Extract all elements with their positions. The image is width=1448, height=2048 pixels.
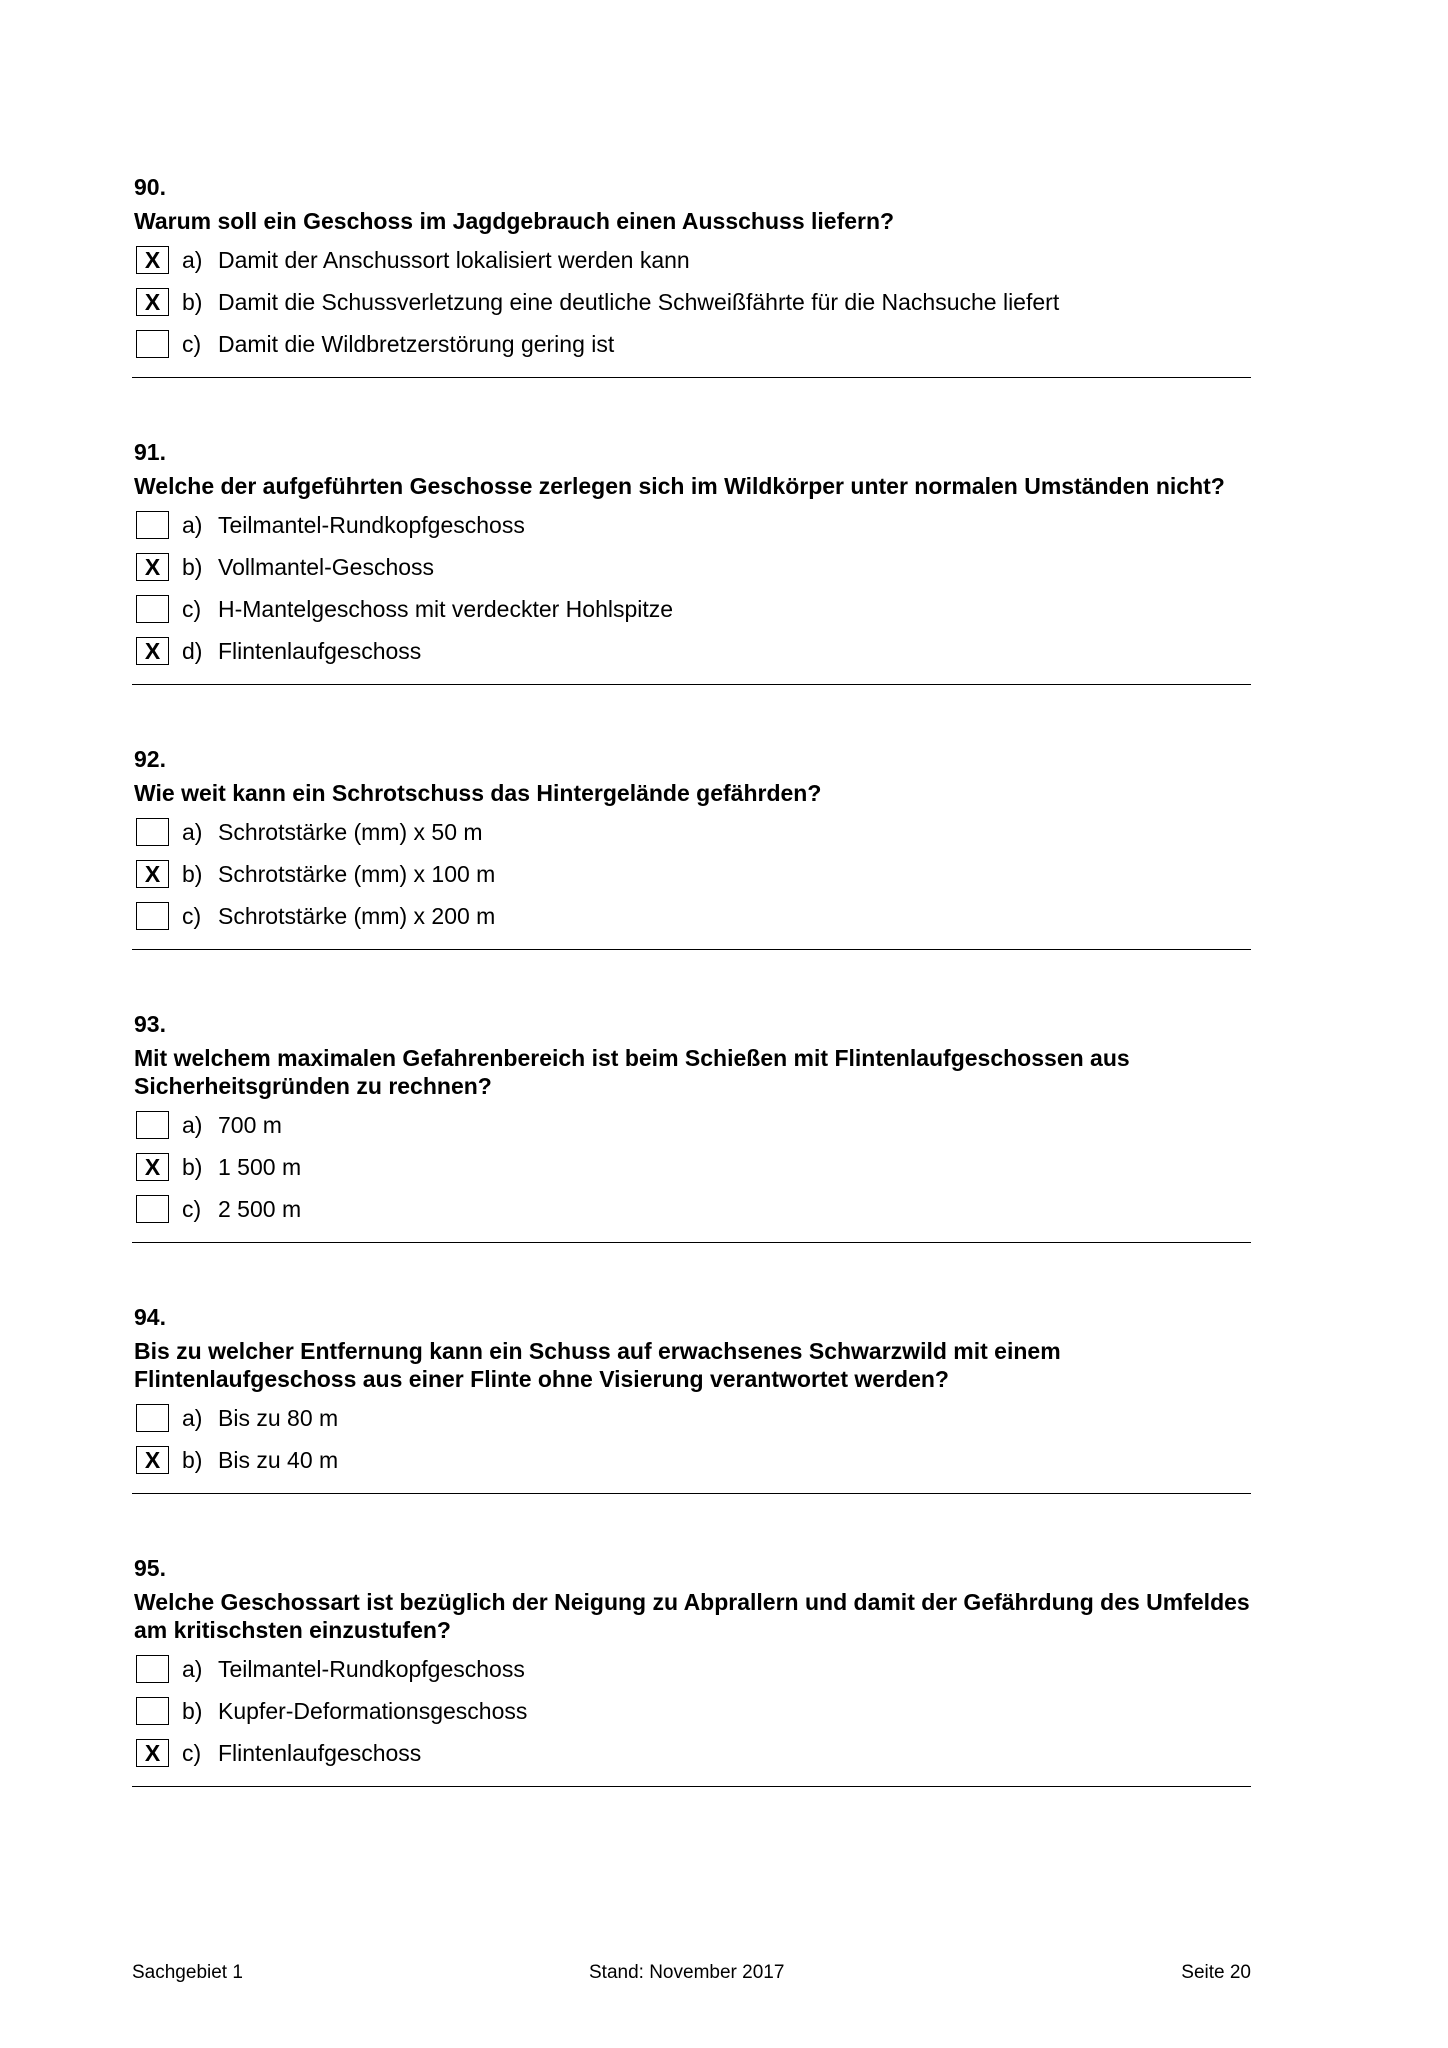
answer-option [132, 1732, 1251, 1774]
answer-text: 2 500 m [218, 1195, 302, 1222]
answer-option [132, 1146, 1251, 1188]
checked-checkbox[interactable]: X [136, 860, 169, 888]
footer-page-number: Seite 20 [1181, 1962, 1251, 1983]
answer-letter: c) [182, 1195, 202, 1222]
answer-option [132, 1439, 1251, 1481]
question-number: 93. [134, 1011, 166, 1037]
empty-checkbox[interactable] [136, 1655, 169, 1683]
answer-text: Schrotstärke (mm) x 50 m [218, 818, 483, 845]
footer-date: Stand: November 2017 [589, 1962, 785, 1983]
answer-text: Damit der Anschussort lokalisiert werden kann [218, 246, 690, 273]
answer-option [132, 1188, 1251, 1230]
checked-checkbox[interactable]: X [136, 1153, 169, 1181]
answer-option [132, 323, 1251, 365]
answer-option [132, 1690, 1251, 1732]
checked-checkbox[interactable]: X [136, 246, 169, 274]
answer-text: Bis zu 80 m [218, 1404, 339, 1431]
answer-text: Flintenlaufgeschoss [218, 637, 422, 664]
answer-option [132, 811, 1251, 853]
question-block [132, 1555, 1251, 1787]
checked-checkbox[interactable]: X [136, 288, 169, 316]
empty-checkbox[interactable] [136, 595, 169, 623]
answer-letter: b) [182, 288, 203, 315]
answer-letter: a) [182, 511, 203, 538]
answer-text: Schrotstärke (mm) x 100 m [218, 860, 496, 887]
answer-text: Damit die Schussverletzung eine deutliche Schweißfährte für die Nachsuche liefert [218, 288, 1060, 315]
question-number: 94. [134, 1304, 166, 1330]
question-text: Bis zu welcher Entfernung kann ein Schuss auf erwachsenes Schwarzwild mit einem Flintenlaufgeschoss aus einer Flinte ohne Visierung verantwortet werden? [134, 1338, 1061, 1392]
answer-option [132, 504, 1251, 546]
answer-letter: c) [182, 595, 202, 622]
answer-option [132, 239, 1251, 281]
question-text: Warum soll ein Geschoss im Jagdgebrauch einen Ausschuss liefern? [134, 208, 895, 234]
answer-option [132, 1648, 1251, 1690]
answer-text: 1 500 m [218, 1153, 302, 1180]
answer-option [132, 1104, 1251, 1146]
answer-letter: a) [182, 1404, 203, 1431]
answer-letter: c) [182, 1739, 202, 1766]
answer-text: Kupfer-Deformationsgeschoss [218, 1697, 528, 1724]
question-block [132, 1011, 1251, 1243]
answer-text: Vollmantel-Geschoss [218, 553, 435, 580]
question-number: 95. [134, 1555, 166, 1581]
answer-letter: c) [182, 902, 202, 929]
empty-checkbox[interactable] [136, 1111, 169, 1139]
question-number: 92. [134, 746, 166, 772]
page-footer [132, 1962, 1251, 1990]
answer-text: Teilmantel-Rundkopfgeschoss [218, 1655, 525, 1682]
answer-letter: a) [182, 246, 203, 273]
answer-text: Schrotstärke (mm) x 200 m [218, 902, 496, 929]
answer-text: Flintenlaufgeschoss [218, 1739, 422, 1766]
footer-section-label: Sachgebiet 1 [132, 1962, 243, 1983]
checked-checkbox[interactable]: X [136, 1446, 169, 1474]
answer-letter: c) [182, 330, 202, 357]
answer-letter: a) [182, 818, 203, 845]
answer-option [132, 630, 1251, 672]
question-block [132, 1304, 1251, 1494]
question-block [132, 174, 1251, 378]
answer-letter: d) [182, 637, 203, 664]
answer-option [132, 853, 1251, 895]
answer-letter: b) [182, 1153, 203, 1180]
checked-checkbox[interactable]: X [136, 553, 169, 581]
question-block [132, 439, 1251, 685]
answer-letter: b) [182, 1697, 203, 1724]
empty-checkbox[interactable] [136, 1697, 169, 1725]
empty-checkbox[interactable] [136, 1195, 169, 1223]
answer-text: 700 m [218, 1111, 282, 1138]
empty-checkbox[interactable] [136, 902, 169, 930]
answer-text: Teilmantel-Rundkopfgeschoss [218, 511, 525, 538]
question-text: Welche der aufgeführten Geschosse zerlegen sich im Wildkörper unter normalen Umständen nicht? [134, 473, 1225, 499]
question-number: 91. [134, 439, 166, 465]
checked-checkbox[interactable]: X [136, 637, 169, 665]
answer-letter: a) [182, 1111, 203, 1138]
answer-option [132, 546, 1251, 588]
answer-option [132, 895, 1251, 937]
checked-checkbox[interactable]: X [136, 1739, 169, 1767]
answer-option [132, 1397, 1251, 1439]
answer-letter: b) [182, 860, 203, 887]
question-text: Wie weit kann ein Schrotschuss das Hintergelände gefährden? [134, 780, 822, 806]
answer-text: Bis zu 40 m [218, 1446, 339, 1473]
question-text: Welche Geschossart ist bezüglich der Neigung zu Abprallern und damit der Gefährdung des Umfeldes am kritischsten einzustufen? [134, 1589, 1250, 1643]
answer-letter: b) [182, 553, 203, 580]
answer-text: Damit die Wildbretzerstörung gering ist [218, 330, 615, 357]
question-text: Mit welchem maximalen Gefahrenbereich ist beim Schießen mit Flintenlaufgeschossen aus Sicherheitsgründen zu rechnen? [134, 1045, 1130, 1099]
empty-checkbox[interactable] [136, 511, 169, 539]
empty-checkbox[interactable] [136, 330, 169, 358]
answer-option [132, 281, 1251, 323]
answer-letter: b) [182, 1446, 203, 1473]
question-list [132, 174, 1251, 1848]
answer-letter: a) [182, 1655, 203, 1682]
question-number: 90. [134, 174, 166, 200]
empty-checkbox[interactable] [136, 818, 169, 846]
question-block [132, 746, 1251, 950]
answer-text: H-Mantelgeschoss mit verdeckter Hohlspitze [218, 595, 674, 622]
answer-option [132, 588, 1251, 630]
empty-checkbox[interactable] [136, 1404, 169, 1432]
